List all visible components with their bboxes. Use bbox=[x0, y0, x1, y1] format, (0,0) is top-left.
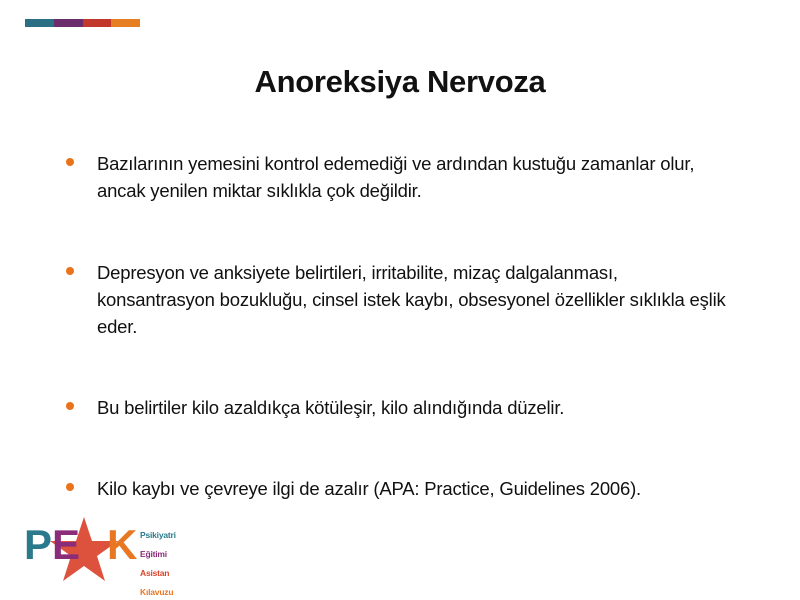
logo-letter-k: K bbox=[107, 521, 138, 568]
logo-letter-e: E bbox=[52, 521, 81, 568]
logo-line-psikiyatri: Psikiyatri bbox=[140, 529, 176, 540]
stripe-segment-purple bbox=[54, 19, 83, 27]
peak-logo-mark-icon bbox=[22, 515, 142, 590]
bullet-dot-icon bbox=[66, 267, 74, 275]
peak-logo bbox=[22, 515, 192, 597]
bullet-dot-icon bbox=[66, 483, 74, 491]
stripe-segment-teal bbox=[25, 19, 54, 27]
bullet-text: Depresyon ve anksiyete belirtileri, irritabilite, mizaç dalgalanması, konsantrasyon bozukluğu, cinsel istek kaybı, obsesyonel özellikler sıklıkla eşlik eder. bbox=[97, 262, 726, 337]
bullet-text: Bazılarının yemesini kontrol edemediği ve ardından kustuğu zamanlar olur, ancak yenilen miktar sıklıkla çok değildir. bbox=[97, 153, 695, 201]
bullet-item bbox=[66, 475, 641, 502]
top-color-stripe bbox=[25, 19, 140, 27]
bullet-text: Bu belirtiler kilo azaldıkça kötüleşir, kilo alındığında düzelir. bbox=[97, 397, 565, 418]
logo-line-asistan: Asistan bbox=[140, 567, 170, 578]
logo-subtext bbox=[140, 521, 176, 600]
bullet-item bbox=[66, 394, 564, 421]
stripe-segment-red bbox=[83, 19, 112, 27]
logo-line-egitimi: Eğitimi bbox=[140, 548, 167, 559]
bullet-dot-icon bbox=[66, 158, 74, 166]
bullet-item bbox=[66, 259, 726, 340]
bullet-item bbox=[66, 150, 694, 204]
logo-line-kilavuzu: Kılavuzu bbox=[140, 586, 174, 597]
bullet-dot-icon bbox=[66, 402, 74, 410]
slide-title: Anoreksiya Nervoza bbox=[254, 64, 546, 99]
stripe-segment-orange bbox=[111, 19, 140, 27]
bullet-text: Kilo kaybı ve çevreye ilgi de azalır (APA: Practice, Guidelines 2006). bbox=[97, 478, 641, 499]
logo-letter-p: P bbox=[24, 521, 53, 568]
